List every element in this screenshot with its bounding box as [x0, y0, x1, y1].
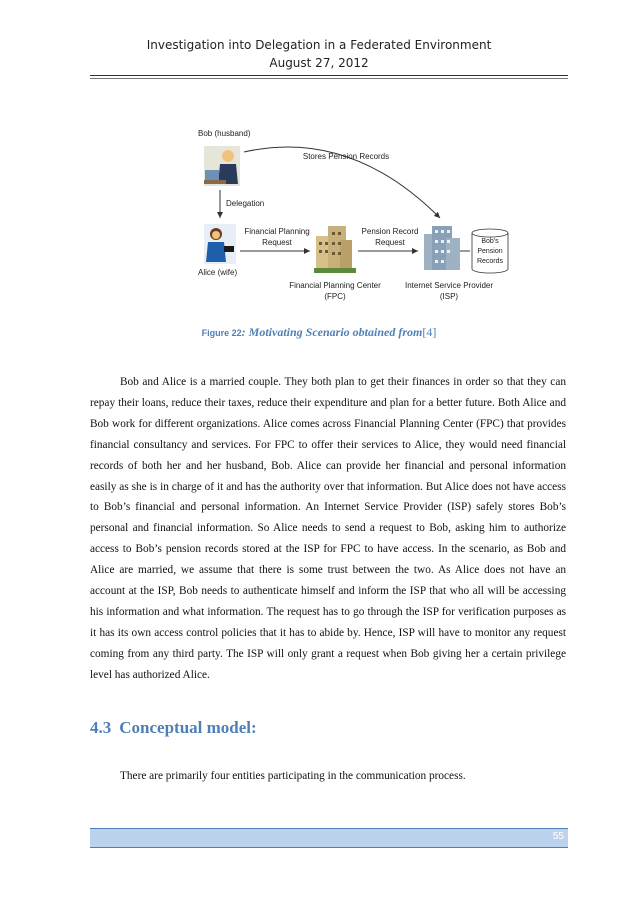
stores-pension-records-label: Stores Pension Records [302, 152, 390, 161]
figure-number: Figure 22 [201, 328, 242, 338]
database-label-line1: Bob's [481, 238, 499, 245]
scenario-paragraph [90, 372, 566, 686]
running-header-date: August 27, 2012 [269, 56, 369, 70]
financial-planning-request-line2: Request [262, 238, 292, 247]
bob-label: Bob (husband) [198, 129, 251, 138]
isp-label-line1: Internet Service Provider [404, 281, 494, 290]
financial-planning-request-line1: Financial Planning [244, 227, 310, 236]
figure-caption [0, 325, 638, 340]
entities-paragraph-text: There are primarily four entities participating in the communication process. [120, 770, 466, 782]
fpc-label-line1: Financial Planning Center [289, 281, 381, 290]
page-number: 55 [552, 831, 564, 842]
footer-rule [90, 847, 568, 848]
fpc-label [280, 280, 390, 302]
alice-person-icon [204, 224, 236, 264]
figure-caption-text: : Motivating Scenario obtained from [241, 325, 423, 339]
pension-record-request-line2: Request [375, 238, 405, 247]
alice-label: Alice (wife) [198, 268, 238, 277]
entities-paragraph [90, 766, 566, 787]
footer-bar [90, 828, 568, 847]
database-label-line3: Records [476, 258, 504, 265]
pension-record-request-label [350, 226, 430, 248]
figure-citation[interactable]: [4] [422, 325, 437, 339]
isp-label-line2: (ISP) [439, 292, 459, 301]
section-title: Conceptual model: [119, 718, 257, 737]
delegation-label: Delegation [226, 199, 265, 208]
bob-person-icon [204, 146, 240, 186]
scenario-paragraph-text: Bob and Alice is a married couple. They both plan to get their finances in order so that they can repay their loans, reduce their taxes, reduce their expenditure and plan for a better future. Both Alice and Bob work for different organizations. Alice comes across Financial Planning Center (FPC) that provides financial consultancy and services. For FPC to offer their services to Alice, they would need financial records of both her and her husband, Bob. Alice can provide her financial and personal information easily as she is in charge of it and has the authority over that information. But Alice does not have access to Bob’s financial and personal information. An Internet Service Provider (ISP) safely stores Bob’s personal and financial information. So Alice needs to send a request to Bob, asking him to authorize access to Bob’s pension records stored at the ISP for FPC to have access. In the scenario, as Bob and Alice are married, we assume that there is some trust between the two. As Alice does not have an account at the ISP, Bob needs to authenticate himself and inform the ISP that who all will be accessing his information and what information. The request has to go through the ISP for verification purposes as it has its own access control policies that it has to abide by. Hence, ISP will have to monitor any request coming from any third party. The ISP will only grant a request when Bob giving her a certain privilege level has authorized Alice. [90, 376, 566, 681]
database-label-line2: Pension [477, 248, 503, 255]
section-heading [90, 718, 257, 738]
fpc-label-line2: (FPC) [324, 292, 346, 301]
database-label [472, 237, 508, 267]
isp-label [394, 280, 504, 302]
section-number: 4.3 [90, 718, 112, 737]
financial-planning-request-label [238, 226, 316, 248]
pension-record-request-line1: Pension Record [361, 227, 419, 236]
running-header-title: Investigation into Delegation in a Federated Environment [146, 38, 492, 52]
